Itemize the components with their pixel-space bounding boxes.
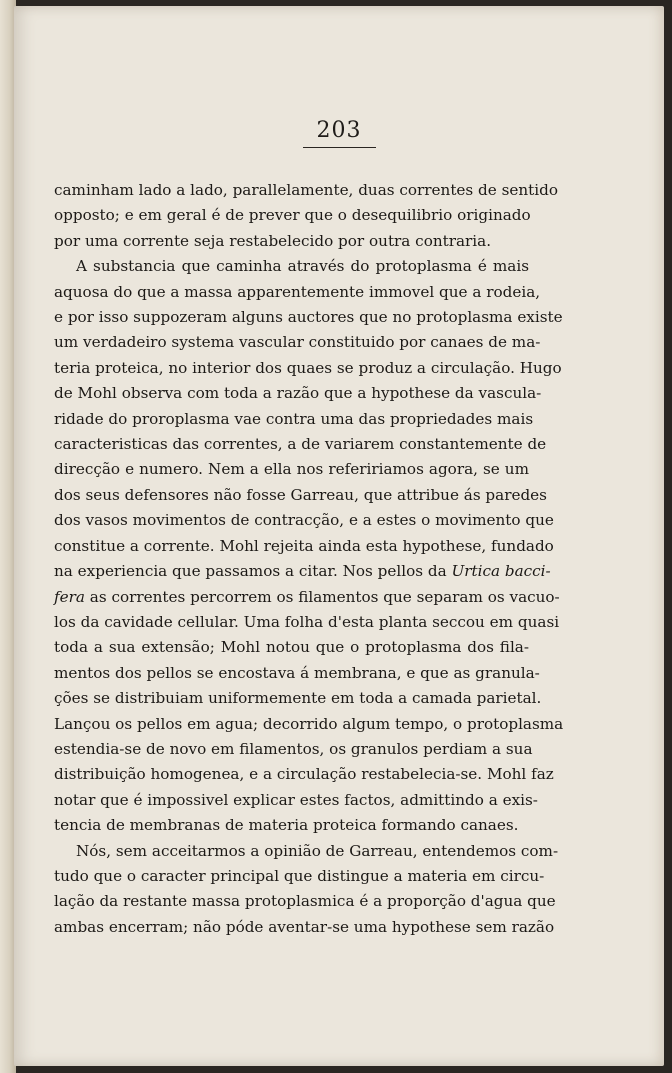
- text-line: tencia de membranas de materia proteica formando canaes.: [54, 816, 519, 835]
- italic-species-name-end: fera: [54, 587, 85, 606]
- italic-species-name: Urtica bacci-: [451, 562, 551, 581]
- text-line: constitue a corrente. Mohl rejeita ainda esta hypothese, fundado: [54, 536, 554, 555]
- text-line: caminham lado a lado, parallelamente, duas correntes de sentido: [54, 181, 558, 199]
- page-number: 203: [303, 118, 376, 148]
- text-line: fera as correntes percorrem os filamentos que separam os vacuo-: [54, 587, 560, 606]
- text-line: um verdadeiro systema vascular constituido por canaes de ma-: [54, 333, 541, 352]
- text-line: ridade do proroplasma vae contra uma das propriedades mais: [54, 409, 534, 428]
- book-page: [14, 6, 664, 1066]
- text-line: ções se distribuiam uniformemente em toda a camada parietal.: [54, 689, 542, 708]
- text-line: dos vasos movimentos de contracção, e a estes o movimento que: [54, 511, 554, 530]
- text-line: aquosa do que a massa apparentemente immovel que a rodeia,: [54, 282, 541, 301]
- text-line: por uma corrente seja restabelecido por outra contraria.: [54, 231, 492, 250]
- text-line: Nós, sem acceitarmos a opinião de Garreau, entendemos com-: [76, 841, 559, 860]
- text-line: e por isso suppozeram alguns auctores que no protoplasma existe: [54, 308, 563, 327]
- text-line: mentos dos pellos se encostava á membrana, e que as granula-: [54, 663, 540, 682]
- text-line: direcção e numero. Nem a ella nos refeririamos agora, se um: [54, 460, 529, 479]
- text-line: estendia-se de novo em filamentos, os granulos perdiam a sua: [54, 739, 533, 758]
- text-line: de Mohl observa com toda a razão que a hypothese da vascula-: [54, 384, 542, 403]
- text-line: ambas encerram; não póde aventar-se uma hypothese sem razão: [54, 917, 555, 936]
- text-line: dos seus defensores não fosse Garreau, que attribue ás paredes: [54, 485, 547, 504]
- text-line: notar que é impossivel explicar estes factos, admittindo a exis-: [54, 790, 538, 809]
- page-header: [14, 118, 664, 148]
- text-line: lação da restante massa protoplasmica é a proporção d'agua que: [54, 892, 556, 911]
- text-line: caracteristicas das correntes, a de variarem constantemente de: [54, 435, 547, 454]
- text-line: los da cavidade cellular. Uma folha d'esta planta seccou em quasi: [54, 612, 560, 631]
- text-line: distribuição homogenea, e a circulação restabelecia-se. Mohl faz: [54, 765, 554, 784]
- text-line: Lançou os pellos em agua; decorrido algum tempo, o protoplasma: [54, 714, 564, 733]
- text-line: A substancia que caminha através do protoplasma é mais: [76, 257, 529, 276]
- text-line: tudo que o caracter principal que distingue a materia em circu-: [54, 866, 545, 885]
- text-line: na experiencia que passamos a citar. Nos pellos da Urtica bacci-: [54, 562, 551, 581]
- text-line: teria proteica, no interior dos quaes se produz a circulação. Hugo: [54, 358, 562, 377]
- text-line: opposto; e em geral é de prever que o desequilibrio originado: [54, 206, 531, 225]
- text-line: toda a sua extensão; Mohl notou que o protoplasma dos fila-: [54, 638, 529, 657]
- body-text: [54, 178, 564, 940]
